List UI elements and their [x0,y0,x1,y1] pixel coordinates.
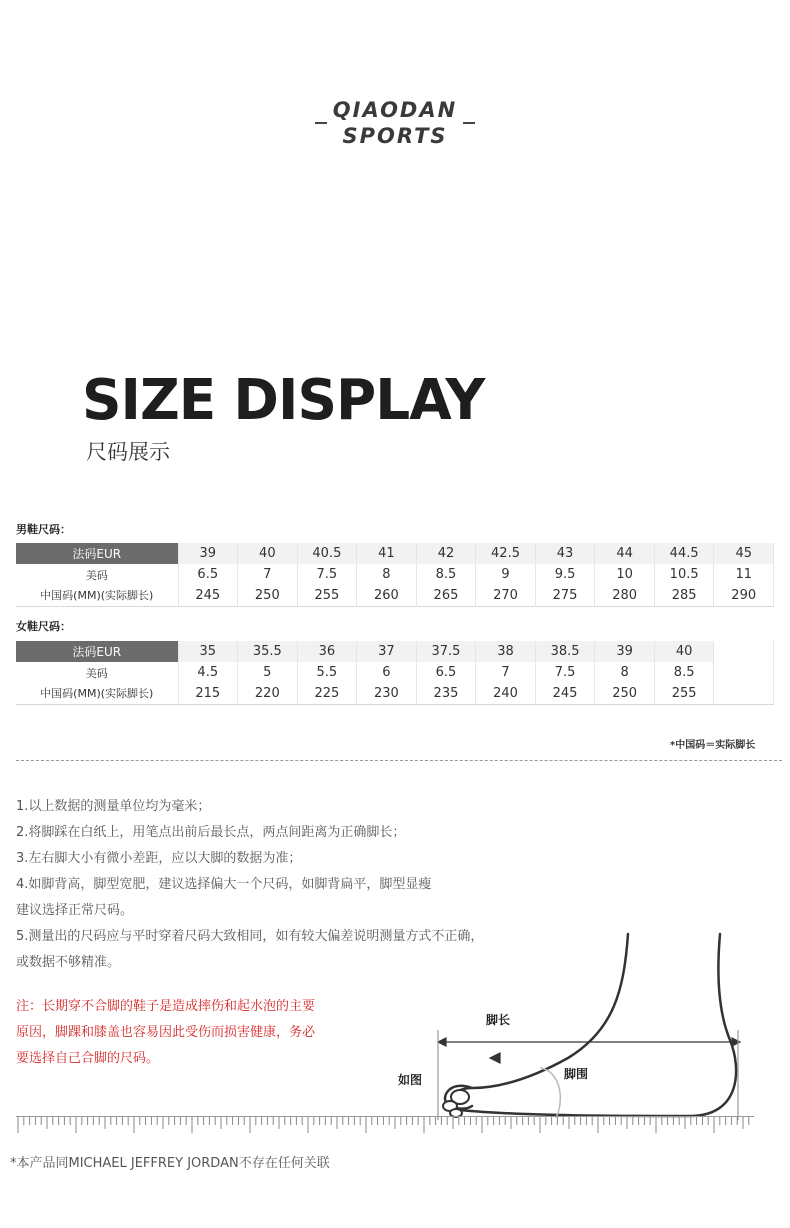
table-cell: 8.5 [654,662,714,683]
tip-line: 1.以上数据的测量单位均为毫米； [16,799,211,814]
row-header: 中国码(MM)(实际脚长) [16,585,178,606]
table-cell: 6.5 [178,564,238,585]
table-row [16,543,774,564]
warning-line: 原因，脚踝和膝盖也容易因此受伤而损害健康，务必 [16,1025,316,1040]
table-cell: 8 [595,662,655,683]
arrow-head-left [438,1038,446,1046]
table-cell: 265 [416,585,476,606]
row-header: 法码EUR [16,641,178,662]
table-cell-empty [714,641,774,662]
table-cell: 220 [238,683,298,704]
table-cell: 42 [416,543,476,564]
table-cell: 8.5 [416,564,476,585]
tip-line: 3.左右脚大小有微小差距，应以大脚的数据为准； [16,851,302,866]
ruler-ticks [18,1117,749,1133]
table-row [16,641,774,662]
page-subtitle: 尺码展示 [86,440,170,464]
as-shown-label: 如图 [398,1073,423,1087]
row-header: 法码EUR [16,543,178,564]
table-cell: 7 [476,662,536,683]
table-cell: 255 [297,585,357,606]
table-cell: 225 [297,683,357,704]
tip-line: 建议选择正常尺码。 [16,903,134,918]
foot-girth-label: 脚围 [564,1067,589,1081]
table-cell: 40 [654,641,714,662]
brand-dash-right [463,122,475,124]
row-header: 美码 [16,662,178,683]
table-cell: 44.5 [654,543,714,564]
table-cell: 230 [357,683,417,704]
girth-curve [540,1068,560,1118]
table-cell: 9.5 [535,564,595,585]
brand-line1: QIAODAN [332,98,458,122]
page-title: SIZE DISPLAY [82,368,485,433]
table-cell: 215 [178,683,238,704]
table-cell: 38.5 [535,641,595,662]
table-cell: 240 [476,683,536,704]
table-cell: 5.5 [297,662,357,683]
table-cell: 6 [357,662,417,683]
table-cell: 285 [654,585,714,606]
table-cell: 41 [357,543,417,564]
table-row [16,585,774,606]
size-note: *中国码＝实际脚长 [670,740,756,751]
table-cell: 39 [595,641,655,662]
table-cell: 7.5 [297,564,357,585]
men-size-label: 男鞋尺码： [16,523,71,536]
warning-note [16,994,315,1072]
women-size-label: 女鞋尺码： [16,620,71,633]
table-cell: 10 [595,564,655,585]
foot-length-label: 脚长 [486,1013,511,1027]
table-cell: 260 [357,585,417,606]
table-cell: 40.5 [297,543,357,564]
ruler-edge [16,1116,754,1117]
table-row [16,564,774,585]
table-cell: 270 [476,585,536,606]
girth-arrow-head [490,1053,500,1063]
table-row [16,662,774,683]
ruler [16,1112,754,1138]
table-cell: 39 [178,543,238,564]
table-cell: 45 [714,543,774,564]
table-cell: 37.5 [416,641,476,662]
table-cell: 4.5 [178,662,238,683]
brand-logo [0,92,790,162]
table-cell: 7.5 [535,662,595,683]
women-size-table [16,641,774,705]
table-cell: 245 [178,585,238,606]
table-cell: 8 [357,564,417,585]
arrow-head-right [732,1038,740,1046]
table-cell-empty [714,683,774,704]
divider [16,760,782,761]
table-cell: 235 [416,683,476,704]
table-cell: 35 [178,641,238,662]
table-cell: 5 [238,662,298,683]
table-cell: 250 [595,683,655,704]
table-cell: 43 [535,543,595,564]
table-cell: 6.5 [416,662,476,683]
table-cell: 255 [654,683,714,704]
brand-line2: SPORTS [342,124,448,148]
table-cell: 10.5 [654,564,714,585]
table-cell: 250 [238,585,298,606]
warning-line: 注：长期穿不合脚的鞋子是造成摔伤和起水泡的主要 [16,999,316,1014]
foot-diagram [390,920,750,1120]
table-cell: 9 [476,564,536,585]
warning-line: 要选择自己合脚的尺码。 [16,1051,160,1066]
table-cell: 245 [535,683,595,704]
table-cell: 42.5 [476,543,536,564]
table-cell: 38 [476,641,536,662]
tip-line: 或数据不够精准。 [16,955,121,970]
table-cell: 40 [238,543,298,564]
table-cell: 36 [297,641,357,662]
table-row [16,683,774,704]
table-cell: 35.5 [238,641,298,662]
table-cell: 280 [595,585,655,606]
table-cell: 275 [535,585,595,606]
footer-disclaimer: *本产品同MICHAEL JEFFREY JORDAN不存在任何关联 [10,1156,330,1171]
tip-line: 4.如脚背高，脚型宽肥，建议选择偏大一个尺码，如脚背扁平，脚型显瘦 [16,877,432,892]
row-header: 中国码(MM)(实际脚长) [16,683,178,704]
table-cell-empty [714,662,774,683]
table-cell: 11 [714,564,774,585]
men-size-table [16,543,774,607]
table-cell: 7 [238,564,298,585]
tip-line: 2.将脚踩在白纸上，用笔点出前后最长点，两点间距离为正确脚长； [16,825,406,840]
table-cell: 290 [714,585,774,606]
table-cell: 44 [595,543,655,564]
tip-line: 5.测量出的尺码应与平时穿着尺码大致相同，如有较大偏差说明测量方式不正确， [16,929,484,944]
table-cell: 37 [357,641,417,662]
row-header: 美码 [16,564,178,585]
